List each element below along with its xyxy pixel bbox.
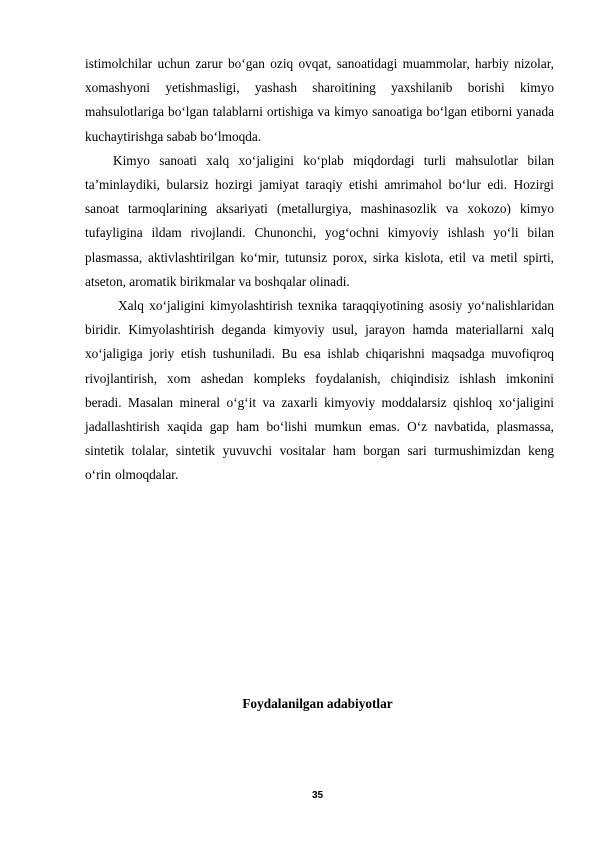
page-body [85,52,554,488]
paragraph-chemicalization: Xalq xo‘jaligini kimyolashtirish texnika taraqqiyotining asosiy yo‘nalishlaridan biridir. Kimyolashtirish deganda kimyoviy usul, jarayon hamda materiallarni xalq xo‘jaligiga joriy etish tushuniladi. Bu esa ishlab chiqarishni maqsadga muvofiqroq rivojlantirish, xom ashedan kompleks foydalanish, chiqindisiz ishlash imkonini beradi. Masalan mineral o‘g‘it va zaxarli kimyoviy moddalarsiz qishloq xo‘jaligini jadallashtirish xaqida gap ham bo‘lishi mumkun emas. O‘z navbatida, plasmassa, sintetik tolalar, sintetik yuvuvchi vositalar ham borgan sari turmushimizdan keng o‘rin olmoqdalar. [85,298,554,483]
paragraph-chemical-industry: Kimyo sanoati xalq xo‘jaligini ko‘plab miqdordagi turli mahsulotlar bilan ta’minlaydiki, bularsiz hozirgi jamiyat taraqiy etishi amrimahol bo‘lur edi. Hozirgi sanoat tarmoqlarining aksariyati (metallurgiya, mashinasozlik va xokozo) kimyo tufayligina ildam rivojlandi. Chunonchi, yog‘ochni kimyoviy ishlash yo‘li bilan plasmassa, aktivlashtirilgan ko‘mir, tutunsiz porox, sirka kislota, etil va metil spirti, atseton, aromatik birikmalar va boshqalar olinadi. [85,152,554,289]
paragraph-continuation: istimolchilar uchun zarur bo‘gan oziq ovqat, sanoatidagi muammolar, harbiy nizolar, xomashyoni yetishmasligi, yashash sharoitining yaxshilanib borishi kimyo mahsulotlariga bo‘lgan talablarni ortishiga va kimyo sanoatiga bo‘lgan etiborni yanada kuchaytirishga sabab bo‘lmoqda. [85,56,554,144]
page-number: 35 [311,790,324,801]
references-heading: Foydalanilgan adabiyotlar [242,696,393,711]
